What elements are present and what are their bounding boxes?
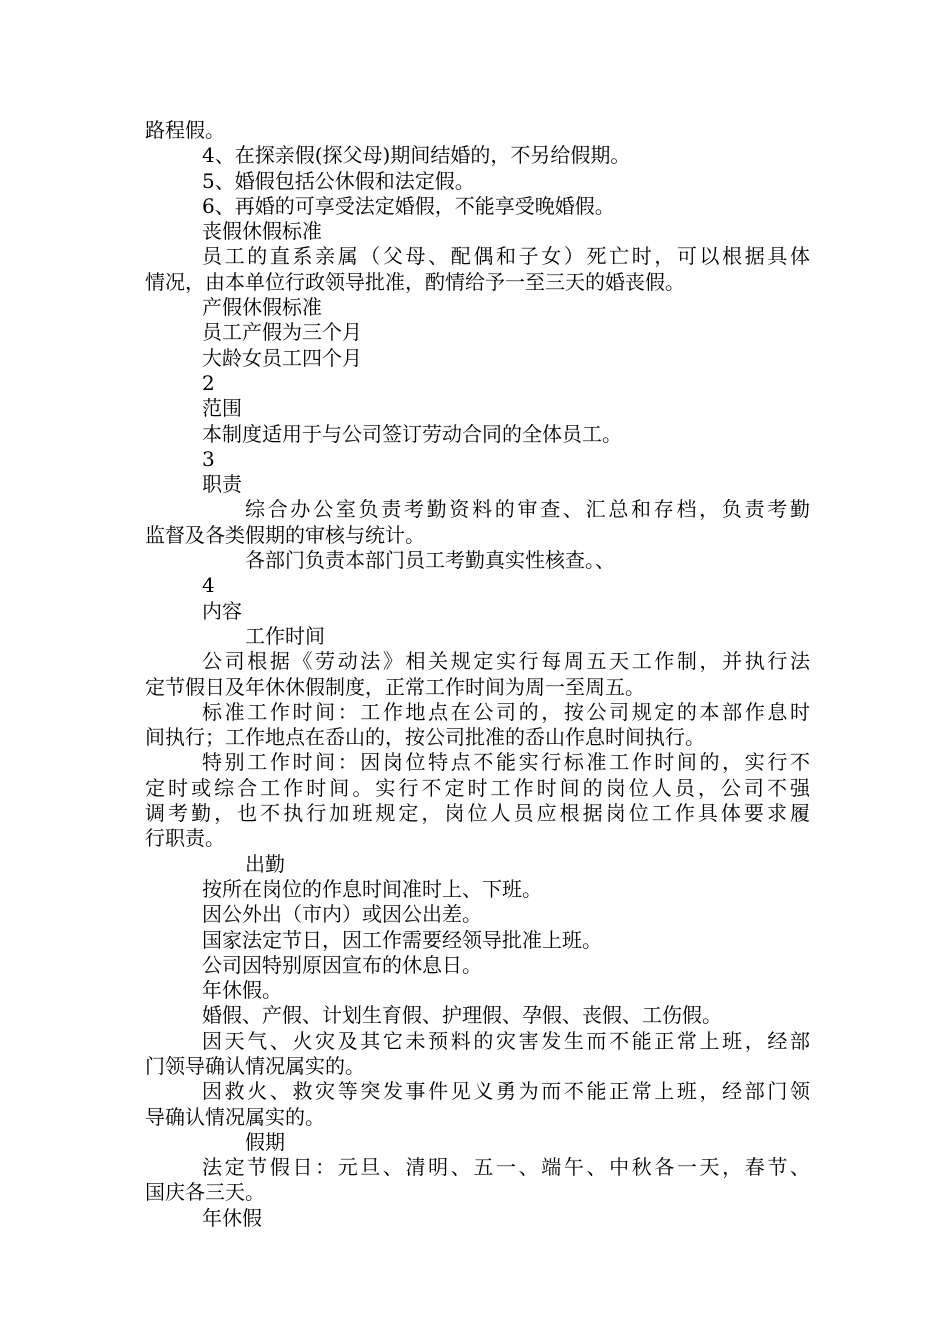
text-line: 定时或综合工作时间。实行不定时工作时间的岗位人员，公司不强 — [145, 775, 810, 800]
text-line: 因救火、救灾等突发事件见义勇为而不能正常上班，经部门领 — [202, 1079, 810, 1104]
text-line: 定节假日及年休休假制度，正常工作时间为周一至周五。 — [145, 674, 645, 699]
text-line: 间执行；工作地点在岙山的，按公司批准的岙山作息时间执行。 — [145, 725, 705, 750]
text-line: 法定节假日：元旦、清明、五一、端午、中秋各一天，春节、 — [202, 1155, 810, 1180]
text-line: 本制度适用于与公司签订劳动合同的全体员工。 — [202, 421, 622, 446]
section-heading: 范围 — [202, 396, 242, 421]
subsection-heading: 工作时间 — [245, 623, 325, 648]
text-line: 特别工作时间：因岗位特点不能实行标准工作时间的，实行不 — [202, 750, 810, 775]
text-line: 4、在探亲假(探父母)期间结婚的，不另给假期。 — [202, 143, 631, 168]
text-line: 员工的直系亲属（父母、配偶和子女）死亡时，可以根据具体 — [202, 244, 810, 269]
text-line: 情况，由本单位行政领导批准，酌情给予一至三天的婚丧假。 — [145, 269, 685, 294]
text-line: 6、再婚的可享受法定婚假，不能享受晚婚假。 — [202, 193, 615, 218]
text-line: 综合办公室负责考勤资料的审查、汇总和存档，负责考勤 — [245, 497, 810, 522]
text-line: 公司根据《劳动法》相关规定实行每周五天工作制，并执行法 — [202, 649, 810, 674]
text-line: 调考勤，也不执行加班规定，岗位人员应根据岗位工作具体要求履 — [145, 801, 810, 826]
section-number: 4 — [202, 573, 215, 598]
text-line: 路程假。 — [145, 118, 225, 142]
text-line: 国庆各三天。 — [145, 1180, 265, 1205]
text-line: 标准工作时间：工作地点在公司的，按公司规定的本部作息时 — [202, 699, 810, 724]
text-line: 门领导确认情况属实的。 — [145, 1053, 365, 1078]
text-line: 因公外出（市内）或因公出差。 — [202, 902, 482, 927]
document-page — [145, 118, 810, 1231]
text-line: 5、婚假包括公休假和法定假。 — [202, 168, 475, 193]
text-line: 国家法定节日，因工作需要经领导批准上班。 — [202, 927, 602, 952]
section-heading: 产假休假标准 — [202, 295, 322, 320]
text-line: 员工产假为三个月 — [202, 320, 362, 345]
section-number: 3 — [202, 446, 215, 471]
text-line: 年休假。 — [202, 978, 282, 1003]
text-line: 公司因特别原因宣布的休息日。 — [202, 952, 482, 977]
subsection-heading: 出勤 — [245, 851, 285, 876]
section-heading: 内容 — [202, 598, 242, 623]
text-line: 按所在岗位的作息时间准时上、下班。 — [202, 876, 542, 901]
text-line: 监督及各类假期的审核与统计。 — [145, 522, 425, 547]
text-line: 各部门负责本部门员工考勤真实性核查。、 — [245, 548, 615, 573]
section-heading: 丧假休假标准 — [202, 219, 322, 244]
subsection-heading: 假期 — [245, 1129, 285, 1154]
text-line: 行职责。 — [145, 826, 225, 851]
section-number: 2 — [202, 370, 215, 395]
text-line: 因天气、火灾及其它未预料的灾害发生而不能正常上班，经部 — [202, 1028, 810, 1053]
text-line: 大龄女员工四个月 — [202, 345, 362, 370]
section-heading: 职责 — [202, 472, 242, 497]
text-line: 婚假、产假、计划生育假、护理假、孕假、丧假、工伤假。 — [202, 1003, 722, 1028]
subsection-heading: 年休假 — [202, 1205, 262, 1230]
text-line: 导确认情况属实的。 — [145, 1104, 325, 1129]
